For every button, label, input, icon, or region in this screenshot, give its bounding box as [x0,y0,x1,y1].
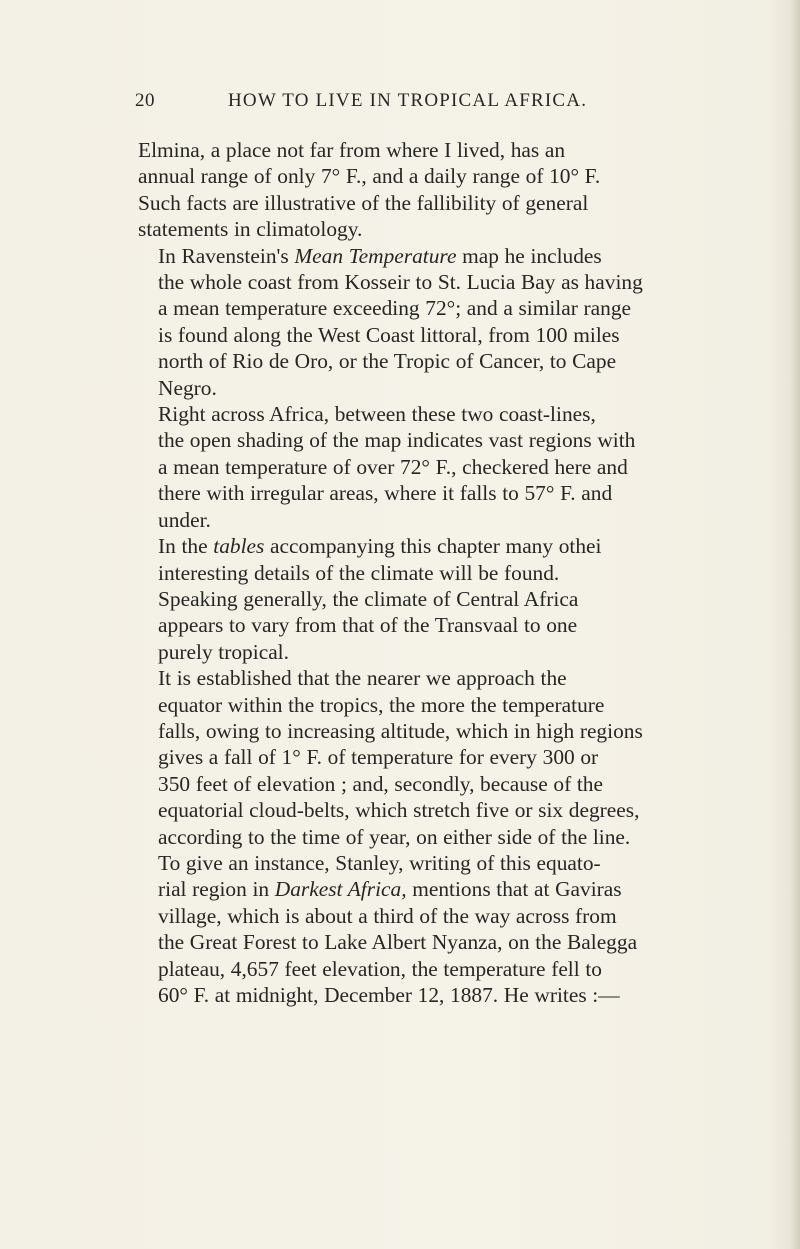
text-line: under. [158,507,211,532]
text-line: the Great Forest to Lake Albert Nyanza, on the Balegga [158,930,638,955]
text-run: mentions that at Gaviras [412,877,622,902]
text-line [138,533,698,559]
text-line: a mean temperature of over 72° F., checkered here and [158,454,628,479]
paragraph-stanley [138,850,698,1008]
text-line: It is established that the nearer we approach the [158,666,567,691]
text-line: according to the time of year, on either side of the line. [158,824,631,849]
text-line: statements in climatology. [138,217,363,242]
paragraph-generally [138,586,698,665]
text-line: To give an instance, Stanley, writing of this equato- [158,850,601,875]
page-edge-shadow [790,0,800,1249]
paragraph-equator [138,665,698,850]
text-line: the open shading of the map indicates vast regions with [158,428,636,453]
text-line: a mean temperature exceeding 72°; and a similar range [158,296,632,321]
paragraph-ravenstein [138,243,698,401]
text-line: equator within the tropics, the more the temperature [158,692,605,717]
text-line: falls, owing to increasing altitude, which in high regions [158,718,643,743]
text-line: Right across Africa, between these two coast-lines, [158,402,596,427]
text-run: In Ravenstein's [158,243,289,268]
text-line: 350 feet of elevation ; and, secondly, because of the [158,771,603,796]
text-line: the whole coast from Kosseir to St. Lucia Bay as having [158,270,643,295]
text-line: purely tropical. [158,639,289,664]
text-line: Such facts are illustrative of the fallibility of general [138,190,589,215]
text-run: accompanying this chapter many othei [270,534,602,559]
text-run: map he includes [462,243,602,268]
text-line: Elmina, a place not far from where I lived, has an [138,138,566,162]
italic-title: Darkest Africa, [274,877,407,902]
text-line: gives a fall of 1° F. of temperature for every 300 or [158,745,599,770]
text-line: 60° F. at midnight, December 12, 1887. He writes :— [158,983,620,1007]
paragraph-elmina [138,137,698,243]
paragraph-across-africa [138,401,698,533]
text-line: Speaking generally, the climate of Central Africa [158,586,579,611]
text-line: interesting details of the climate will be found. [158,560,560,585]
text-line: north of Rio de Oro, or the Tropic of Cancer, to Cape [158,349,617,374]
text-line: Negro. [158,375,217,400]
text-run: rial region in [158,877,270,902]
italic-title: Mean Temperature [294,243,457,268]
text-line [138,243,698,269]
running-head: HOW TO LIVE IN TROPICAL AFRICA. [228,90,588,111]
paragraph-tables [138,533,698,586]
text-line: is found along the West Coast littoral, from 100 miles [158,322,620,347]
text-line: plateau, 4,657 feet elevation, the temperature fell to [158,956,602,981]
page-header [0,90,800,120]
text-body [138,137,698,1008]
page-number: 20 [135,90,155,111]
text-line: annual range of only 7° F., and a daily range of 10° F. [138,164,601,189]
text-run: In the [158,534,208,559]
italic-word: tables [213,534,265,559]
text-line: equatorial cloud-belts, which stretch five or six degrees, [158,798,640,823]
text-line: appears to vary from that of the Transvaal to one [158,613,578,638]
text-line: village, which is about a third of the way across from [158,903,617,928]
text-line [138,876,698,902]
text-line: there with irregular areas, where it falls to 57° F. and [158,481,613,506]
